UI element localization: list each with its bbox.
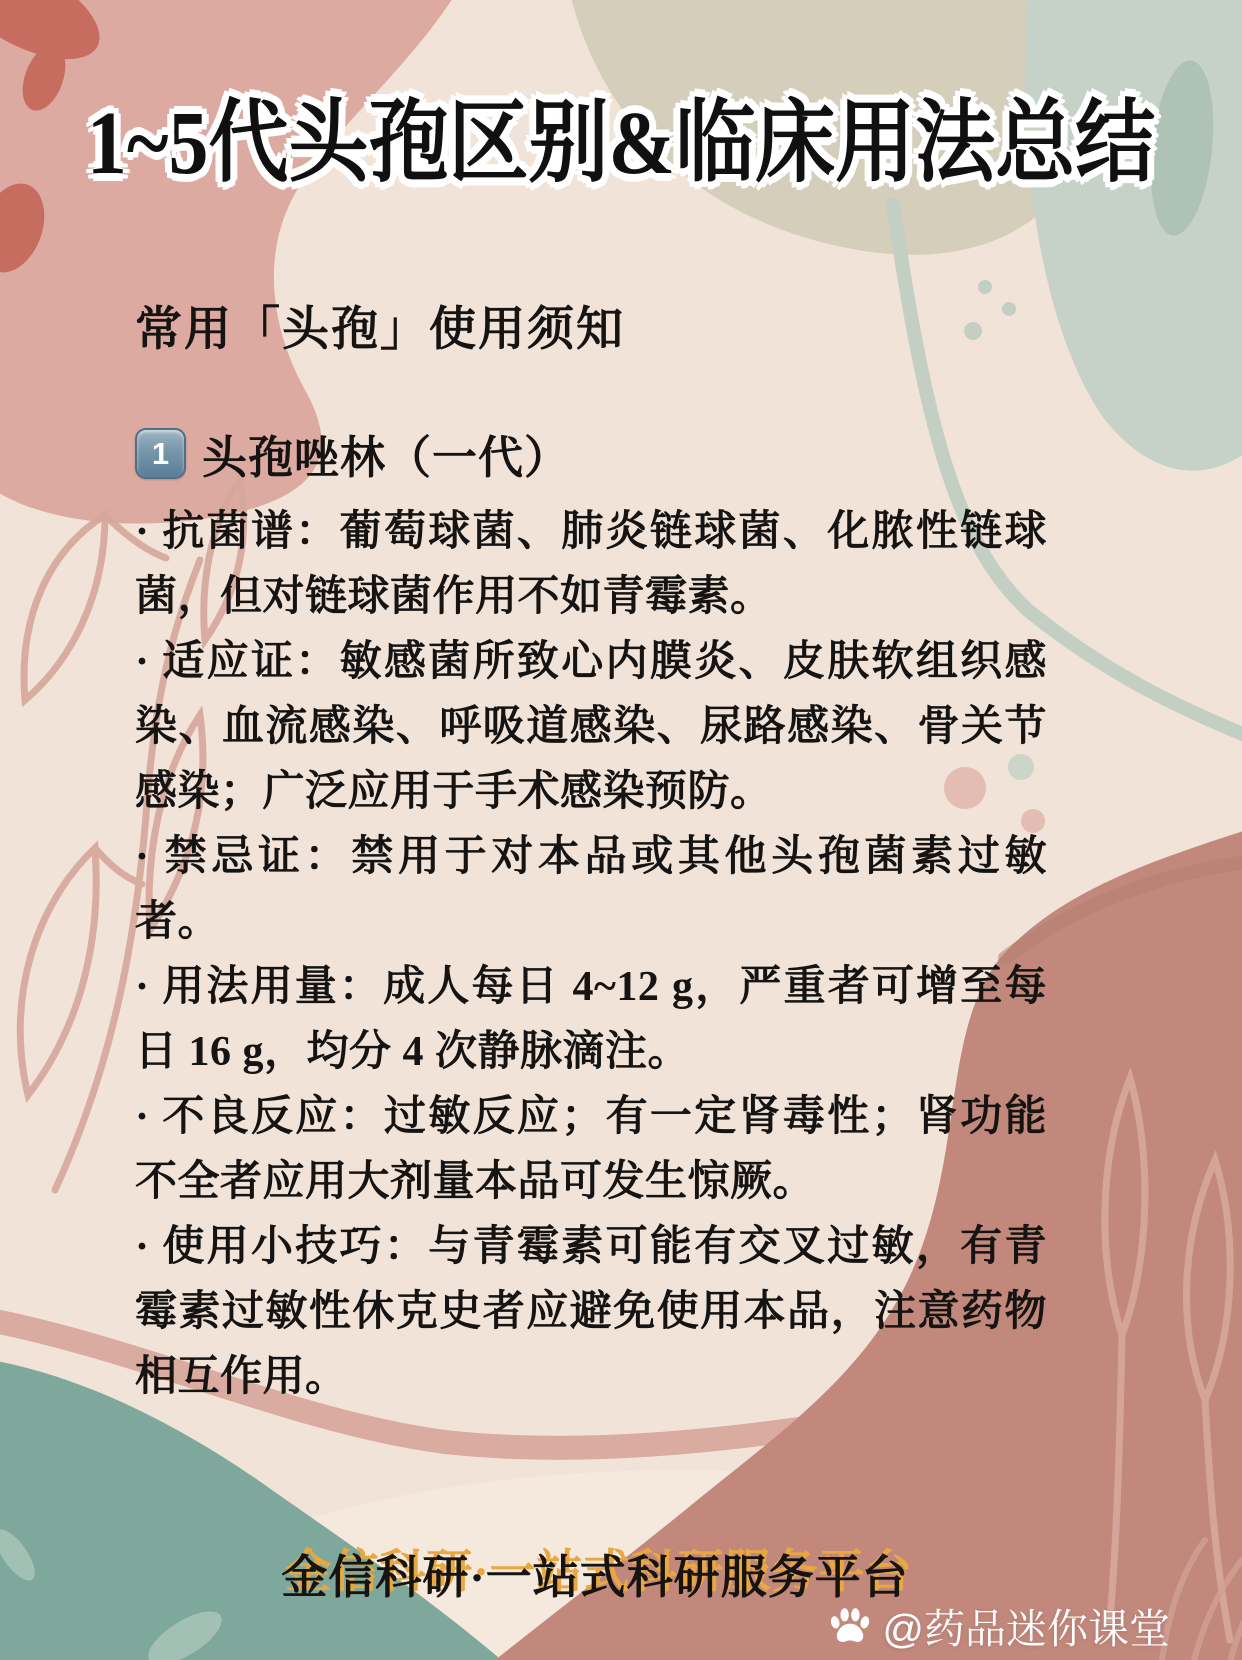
baidu-paw-icon (826, 1602, 874, 1650)
item-1-bullet-list (135, 500, 1047, 1410)
item-1-header (135, 421, 1047, 486)
bullet-indications: · 适应证：敏感菌所致心内膜炎、皮肤软组织感染、血流感染、呼吸道感染、尿路感染、骨关节感染；广泛应用于手术感染预防。 (135, 639, 1047, 815)
item-number-badge: 1 (135, 428, 186, 479)
watermark (826, 1596, 1170, 1655)
watermark-handle: @药品迷你课堂 (882, 1606, 1170, 1652)
bullet-adverse-reactions: · 不良反应：过敏反应；有一定肾毒性；肾功能不全者应用大剂量本品可发生惊厥。 (135, 1094, 1047, 1205)
footer-brand: 金信科研·一站式科研服务平台 (281, 1552, 909, 1603)
page-title: 1~5代头孢区别&临床用法总结 (86, 94, 1156, 194)
content-column (135, 292, 1047, 1410)
item-1-title: 头孢唑林（一代） (202, 433, 571, 483)
section-heading: 常用「头孢」使用须知 (135, 304, 625, 356)
bullet-usage-tips: · 使用小技巧：与青霉素可能有交叉过敏，有青霉素过敏性休克史者应避免使用本品，注意药物相互作用。 (135, 1224, 1047, 1400)
bullet-dosage: · 用法用量：成人每日 4~12 g，严重者可增至每日 16 g，均分 4 次静脉滴注。 (135, 964, 1047, 1075)
bullet-antibacterial-spectrum: · 抗菌谱：葡萄球菌、肺炎链球菌、化脓性链球菌，但对链球菌作用不如青霉素。 (135, 509, 1047, 620)
bullet-contraindications: · 禁忌证：禁用于对本品或其他头孢菌素过敏者。 (135, 834, 1047, 945)
